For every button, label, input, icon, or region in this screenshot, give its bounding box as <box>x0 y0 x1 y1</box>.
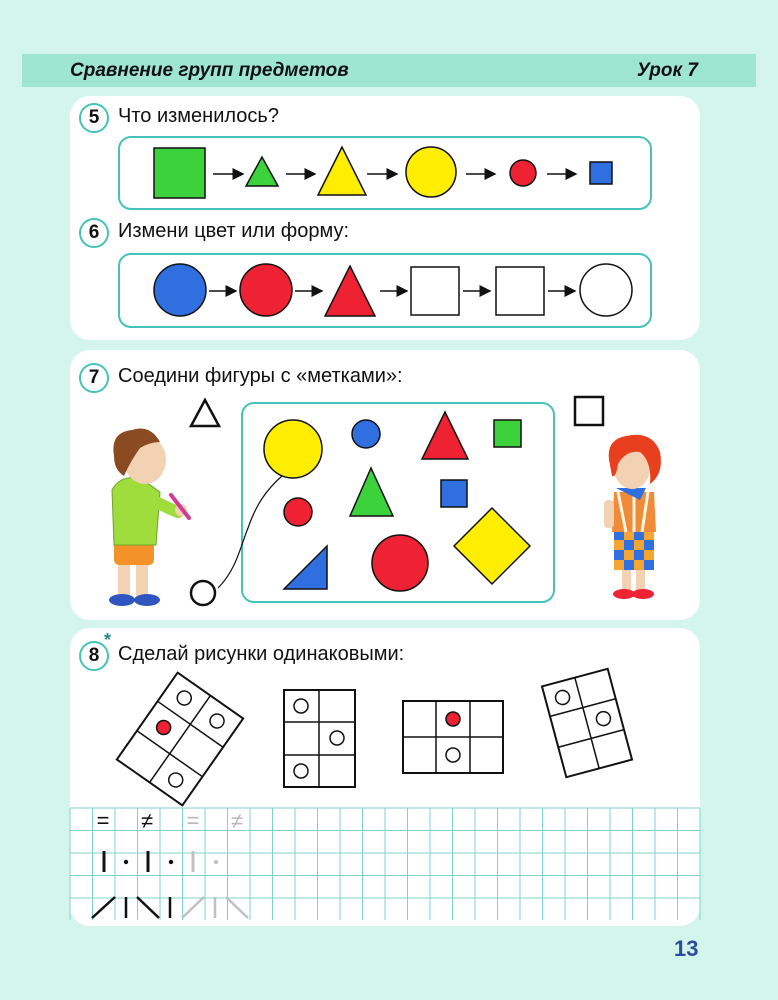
star-mark: * <box>104 630 112 650</box>
circle-tag-icon <box>191 581 215 605</box>
grid-figure-3 <box>403 701 503 773</box>
task-number-5: 5 <box>79 103 109 133</box>
not-equal-sign-trace: ≠ <box>230 808 244 833</box>
task-number-6: 6 <box>79 218 109 248</box>
task-text-5: Что изменилось? <box>118 105 279 127</box>
grid-figure-1 <box>117 673 243 806</box>
red-circle-large <box>372 535 428 591</box>
lesson-label: Урок 7 <box>636 60 698 81</box>
boy-illustration-left <box>109 429 189 607</box>
exercise-grid <box>70 808 700 920</box>
green-square <box>494 420 521 447</box>
task-number-8: 8 <box>79 641 109 671</box>
task-text-7: Соедини фигуры с «метками»: <box>118 365 403 387</box>
task-text-8: Сделай рисунки одинаковыми: <box>118 643 405 665</box>
blue-square-small <box>590 162 612 184</box>
page-title: Сравнение групп предметов <box>70 60 349 81</box>
red-circle-small <box>510 160 536 186</box>
triangle-tag-icon <box>191 400 219 426</box>
task-number-7: 7 <box>79 363 109 393</box>
red-circle-small <box>284 498 312 526</box>
not-equal-sign: ≠ <box>140 808 154 833</box>
grid-figure-2 <box>284 690 355 787</box>
girl-illustration-right <box>604 435 661 599</box>
page-number: 13 <box>674 936 699 961</box>
task-text-6: Измени цвет или форму: <box>118 220 350 242</box>
blue-circle <box>154 264 206 316</box>
empty-square <box>496 267 544 315</box>
equal-sign-trace: = <box>186 808 200 833</box>
red-circle <box>240 264 292 316</box>
blue-circle <box>352 420 380 448</box>
yellow-circle <box>264 420 322 478</box>
yellow-circle-large <box>406 147 456 197</box>
square-tag-icon <box>575 397 603 425</box>
empty-square <box>411 267 459 315</box>
stroke-pattern-1 <box>104 851 218 872</box>
green-square-large <box>154 148 205 198</box>
blue-square <box>441 480 467 507</box>
empty-circle <box>580 264 632 316</box>
grid-figure-4 <box>542 669 632 777</box>
equal-sign: = <box>96 808 110 833</box>
